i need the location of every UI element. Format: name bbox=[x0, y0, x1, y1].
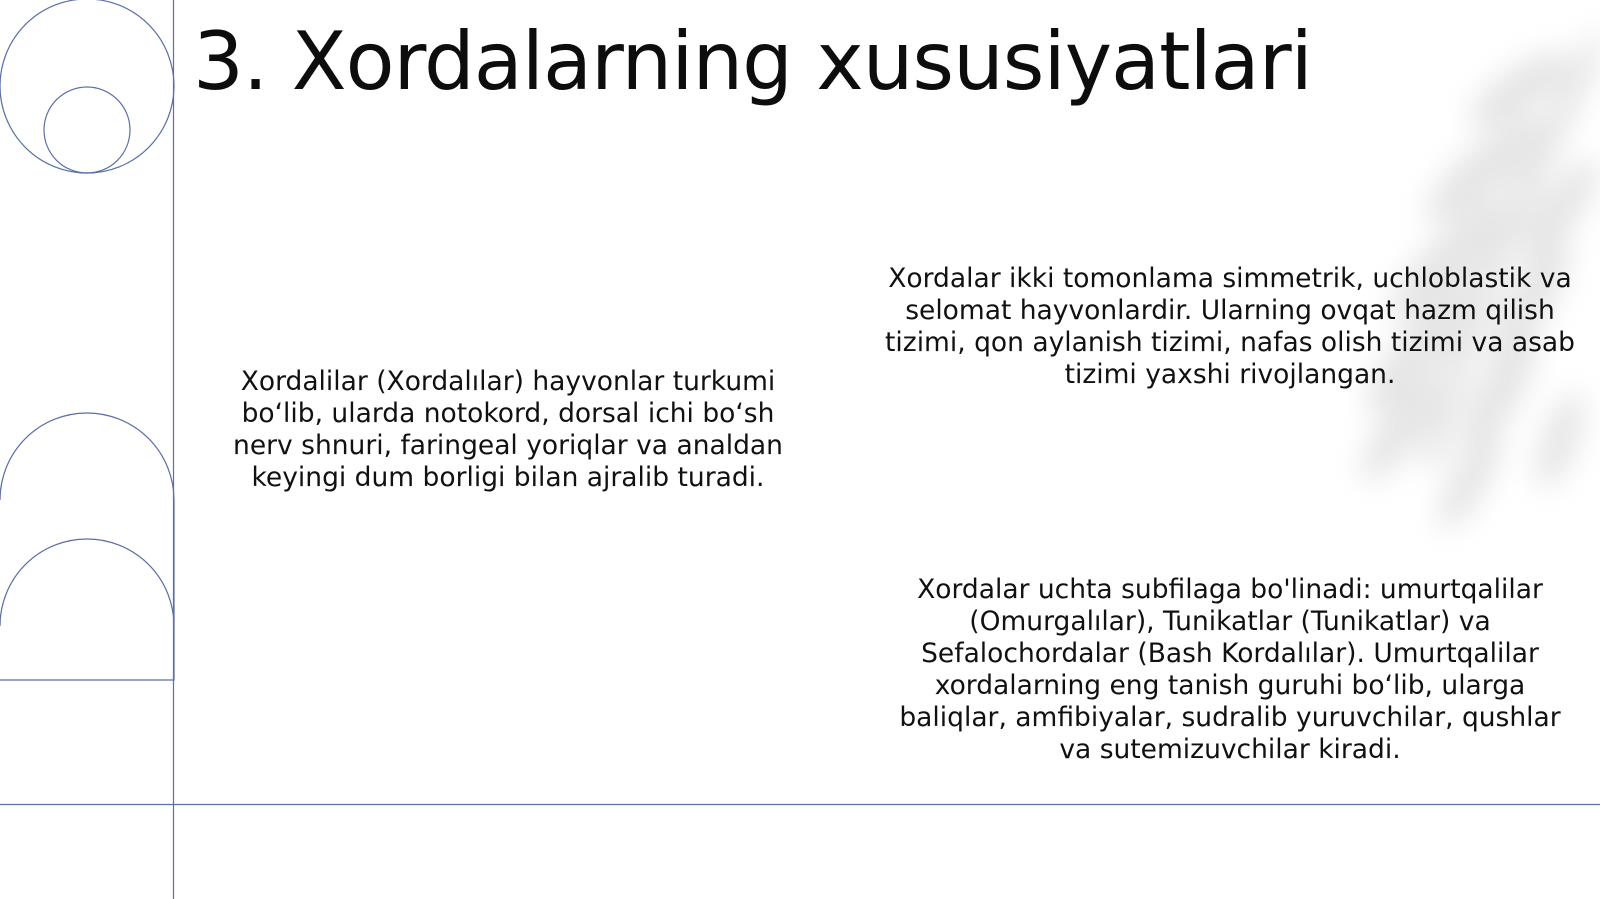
inner-circle bbox=[44, 87, 130, 173]
text-block-definition: Xordalilar (Xordalılar) hayvonlar turkumi bo‘lib, ularda notokord, dorsal ichi bo‘sh nerv shnuri, faringeal yoriqlar va analdan keyingi dum borligi bilan ajralib turadi. bbox=[233, 366, 783, 493]
text-block-subphyla: Xordalar uchta subfilaga bo'linadi: umurtqalilar (Omurgalılar), Tunikatlar (Tunikatlar) va Sefalochordalar (Bash Kordalılar). Umurtqalilar xordalarning eng tanish guruhi bo‘lib, ularga baliqlar, amfibiyalar, sudralib yuruvchilar, qushlar va sutemizuvchilar kiradi. bbox=[899, 574, 1561, 765]
slide-title: 3. Xordalarning xususiyatlari bbox=[193, 15, 1312, 108]
lower-arch bbox=[0, 539, 174, 626]
upper-arch bbox=[0, 413, 174, 680]
text-block-characteristics: Xordalar ikki tomonlama simmetrik, uchloblastik va selomat hayvonlardir. Ularning ovqat hazm qilish tizimi, qon aylanish tizimi, nafas olish tizimi va asab tizimi yaxshi rivojlangan. bbox=[885, 263, 1575, 390]
